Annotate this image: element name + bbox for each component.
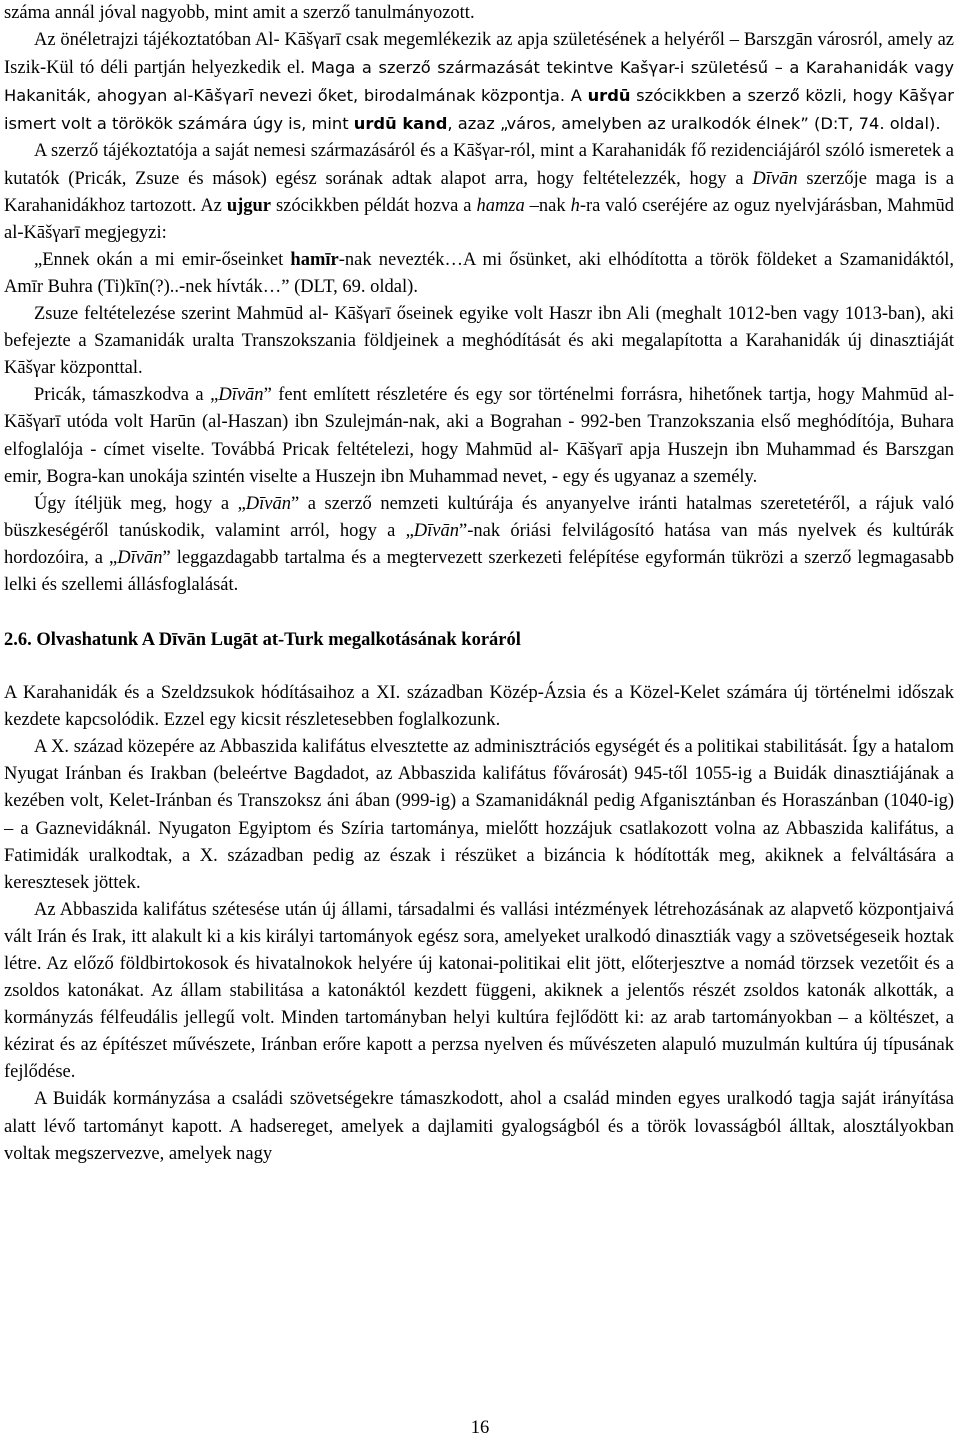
paragraph-quote (4, 247, 954, 301)
text-run: A Buidák kormányzása a családi szövetségekre támaszkodott, ahol a család minden egyes uralkodó tagja saját irányítása alatt lévő tartományt kapott. A hadsereget, amelyek a dajlamiti gyalogságból és a török lovasságból álltak, alosztályokban voltak megszervezve, amelyek nagy (4, 1089, 954, 1164)
text-run: száma annál jóval nagyobb, mint amit a szerző tanulmányozott. (4, 3, 475, 23)
text-run: ” leggazdagabb tartalma és a megtervezett szerkezeti felépítése egyformán tükrözi a szerző legmagasabb lelki és szellemi állásfoglalását. (4, 547, 954, 595)
text-run: „Ennek okán a mi emir-őseinket (34, 249, 291, 270)
italic-term: Dīvān (218, 385, 264, 406)
italic-term: h (570, 195, 580, 216)
italic-term: hamza (476, 195, 525, 216)
italic-term: Dīvān (752, 168, 798, 189)
text-run: Az Abbaszida kalifátus szétesése után új állami, társadalmi és vallási intézmények létrehozásának az alapvető központjaivá vált Irán és Irak, itt alakult ki a kis királyi tartományok egész sora, amelyeket uralkodó dinasztiák vagy a szövetségeseik hoztak létre. Az előző földbirtokosok és hivatalnokok helyére új katonai-politikai elit jött, előterjesztve a nomád törzsek vezetőit és a zsoldos katonákat. Az állam stabilitása a katonáktól kezdett függeni, akiknek a jelentős részét zsoldos katonák alkották, a kormányzás félfeudális jellegű volt. Minden tartományban helyi kultúra fejlődött ki: az arab tartományokban – a költészet, a kézirat és az építészet művészete, Iránban erőre kapott a perzsa nyelven és művészeten alapuló muzulmán kultúra új típusának fejlődése. (4, 899, 954, 1083)
text-run: szócikkben a szerző közli, hogy Kāšγar ismert volt a törökök számára úgy is, mint (4, 86, 954, 134)
text-run: szerzője maga is a Karahanidákhoz tartozott. (4, 168, 954, 216)
text-run: ” a szerző nemzeti kultúrája és anyanyelve iránti hatalmas szeretetéről, a rájuk való büszkeségéről tanúskodik, valamint arról, hogy a „ (4, 493, 955, 541)
italic-term: Dīvān (413, 520, 460, 541)
document-page (4, 0, 954, 1168)
text-run: A X. század közepére az Abbaszida kalifátus elvesztette az adminisztrációs egységét és a politikai stabilitását. Így a hatalom Nyugat Iránban és Irakban (beleértve Bagdadot, az Abbaszida kalifátus fővárosát) 945-től 1055-ig a Buidák dinasztiájának a kezében volt, Kelet-Iránban és Transzoksz áni ában (999-ig) a Szamanidáknál pedig Afganisztánban és Horaszánban (1040-ig) – a Gaznevidáknál. Nyugaton Egyiptom és Szíria tartománya, mielőtt hozzájuk csatlakozott volna az Abbaszida kalifátus, a Fatimidák uralkodtak, a X. században pedig az észak i részüket a bizáncia k hódították meg, akiknek a felváltására a keresztesek jöttek. (4, 737, 954, 893)
paragraph-1 (4, 0, 954, 27)
section-heading: 2.6. Olvashatunk A Dīvān Lugāt at-Turk megalkotásának koráról (4, 630, 521, 651)
text-run: , azaz „város, amelyben az uralkodók élnek” (D:T, 74. oldal). (447, 114, 941, 134)
bold-term: urdū kand (353, 114, 448, 134)
text-run: Az (200, 195, 227, 216)
italic-term: Dīvān (245, 493, 292, 514)
text-run: A szerző tájékoztatója a saját nemesi származásáról és a Kāšγar-ról, mint a Karahanidák fő rezidenciájáról szóló ismeretek a kutatók (Pricák, Zsuze és mások) egész sorának adtak alapot arra, hogy feltételezzék, hogy a (4, 141, 954, 189)
text-run: Úgy ítéljük meg, hogy a „ (34, 493, 246, 514)
paragraph-10 (4, 897, 954, 1087)
italic-term: Dīvān (117, 547, 163, 568)
text-run: -nak nevezték…A mi ősünket, aki elhódította a török földeket a Szamanidáktól, Amīr Buhra (Ti)kīn(?)..-nek hívták…” (DLT, 69. oldal). (4, 249, 954, 297)
paragraph-5 (4, 301, 954, 382)
paragraph-8 (4, 680, 954, 734)
text-run: -ra való cseréjére az oguz nyelvjárásban, Mahmūd al-Kāšγarī megjegyzi: (4, 195, 954, 243)
paragraph-6 (4, 382, 954, 490)
text-run: Pricák, támaszkodva a „ (34, 385, 219, 406)
bold-term: urdū (587, 86, 631, 106)
page-number: 16 (470, 1418, 490, 1438)
text-run: ” fent említett részletére és egy sor történelmi forrásra, hihetőnek tartja, hogy Mahmūd al- Kāšγarī utóda volt Harūn (al-Haszan) ibn Szulejmán-nak, aki a Bograhan - 992-ben Tranzokszania első meghódítója, Buhara elfoglalója - címet viselte. Továbbá Pricak feltételezi, hogy Mahmūd al- Kāšγarī apja Huszejn ibn Muhammad és Barszgan emir, Bogra-kan unokája szintén viselte a Huszejn ibn Muhammad nevet, - egy és ugyanaz a személy. (4, 385, 954, 487)
text-run: szócikkben példát hozva a (271, 195, 477, 216)
text-run: Zsuze feltételezése szerint Mahmūd al- Kāšγarī őseinek egyike volt Haszr ibn Ali (meghalt 1012-ben vagy 1013-ban), aki befejezte a Szamanidák uralta Transzokszania földjeinek a meghódítását és aki megalapította a Karahanidák új dinasztiáját Kāšγar központtal. (4, 304, 954, 379)
paragraph-3 (4, 138, 954, 246)
paragraph-9 (4, 734, 954, 897)
text-run: –nak (524, 195, 571, 216)
paragraph-7 (4, 491, 954, 599)
text-run: ”-nak óriási felvilágosító hatása van más nyelvek és kultúrák hordozóira, a „ (4, 520, 955, 568)
paragraph-11 (4, 1086, 954, 1167)
paragraph-2 (4, 27, 954, 138)
bold-term: hamīr (290, 249, 339, 270)
text-run: Maga a szerző származását tekintve Kašγar-i születésű – a Karahanidák vagy Hakaniták, ahogyan al-Kāšγarī nevezi őket, birodalmának központja. A (4, 58, 954, 106)
text-run: Az önéletrajzi tájékoztatóban Al- Kāšγarī csak megemlékezik az apja születésének a helyéről – Barszgān városról, amely az Iszik-Kül tó déli partján helyezkedik el. (4, 30, 954, 79)
bold-term: ujgur (226, 195, 272, 216)
text-run: A Karahanidák és a Szeldzsukok hódításaihoz a XI. században Közép-Ázsia és a Közel-Kelet számára új történelmi időszak kezdete kapcsolódik. Ezzel egy kicsit részletesebben foglalkozunk. (4, 683, 954, 731)
